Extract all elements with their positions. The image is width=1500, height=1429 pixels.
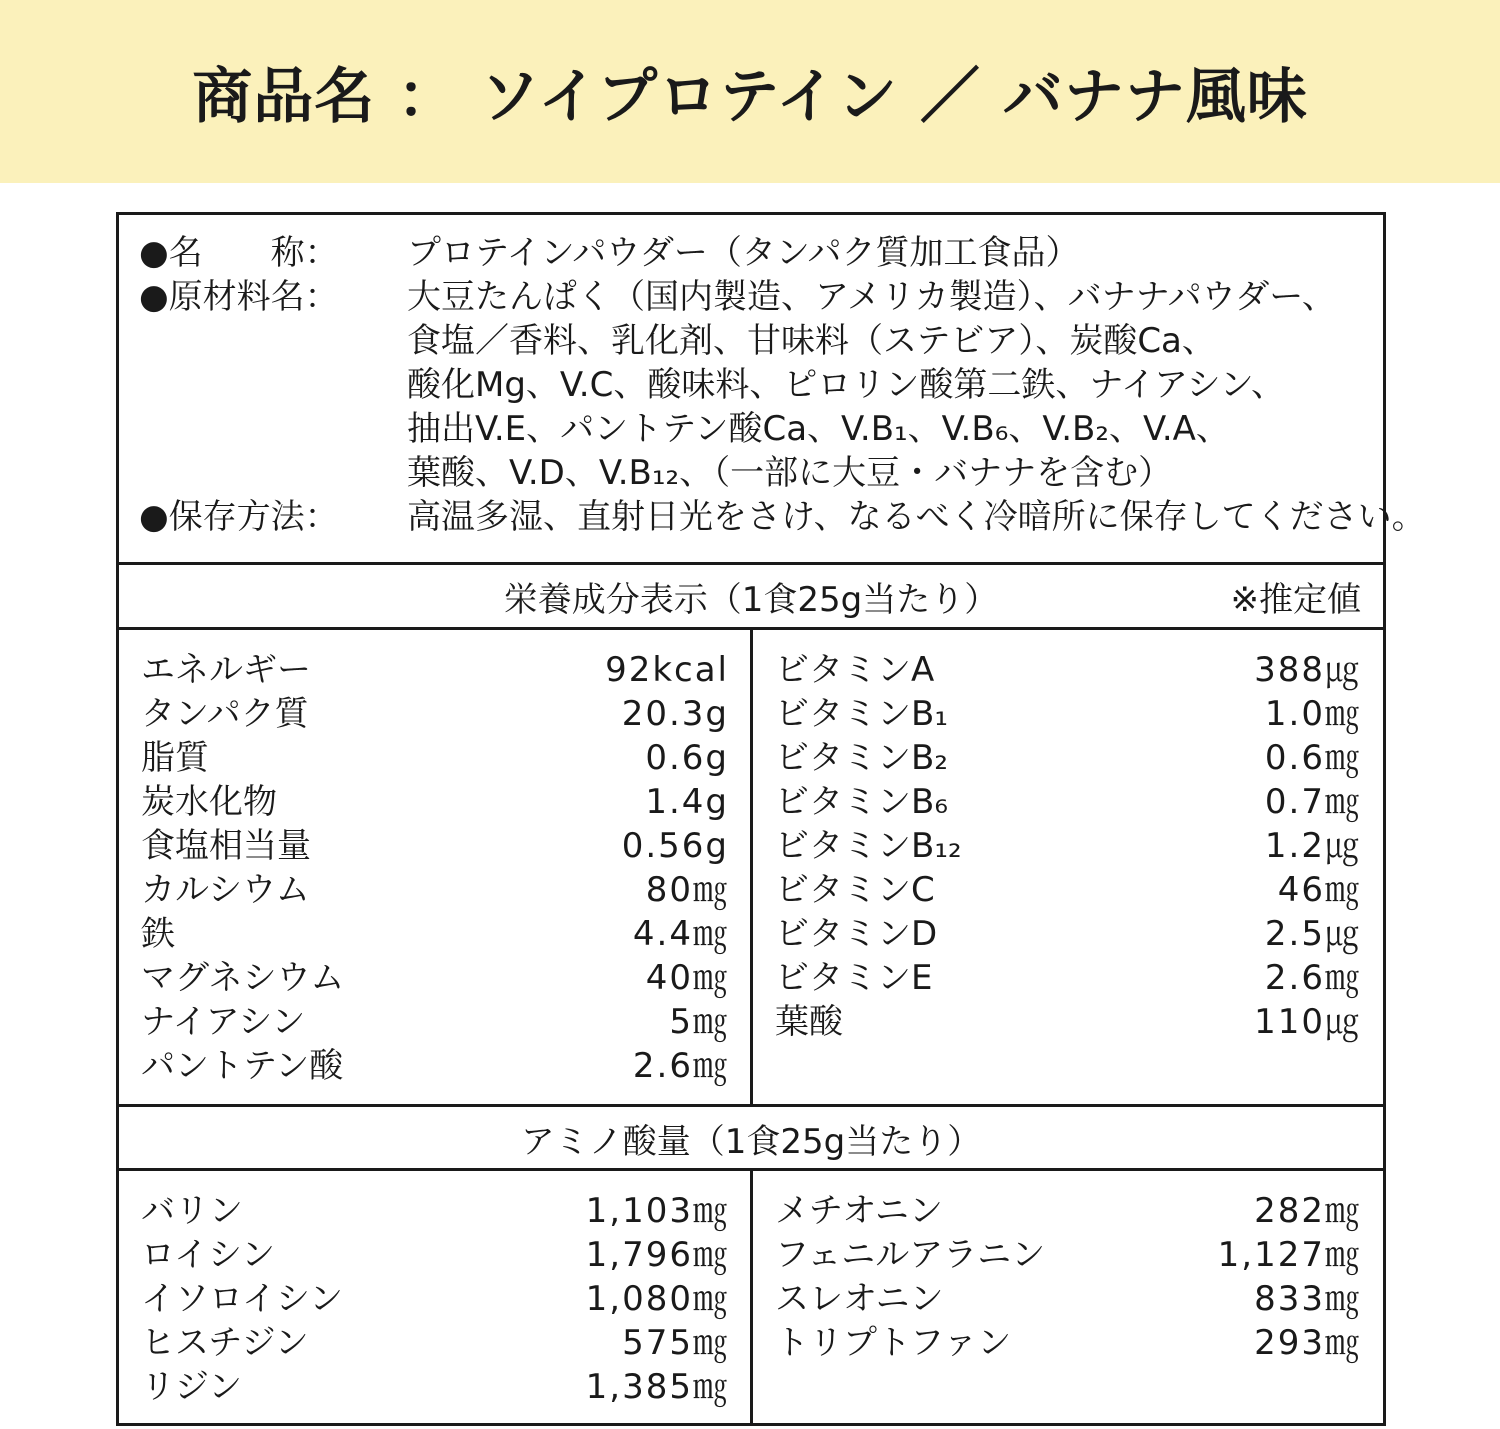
info-line: プロテインパウダー（タンパク質加工食品） <box>407 233 1080 273</box>
label-table <box>116 212 1426 1426</box>
title-banner <box>0 0 1500 183</box>
amino-row <box>141 1277 729 1321</box>
nutrient-row <box>141 956 729 1000</box>
nutrient-value: 40㎎ <box>645 958 729 998</box>
estimate-note: ※推定値 <box>1230 579 1361 620</box>
info-row-ingredients <box>119 275 1383 495</box>
nutrient-value: 20.3g <box>621 694 729 734</box>
amino-table <box>119 1171 1383 1423</box>
vitamin-row <box>775 824 1361 868</box>
vitamin-row <box>775 780 1361 824</box>
amino-value: 575㎎ <box>622 1323 729 1363</box>
nutrient-name: 炭水化物 <box>141 782 277 822</box>
amino-name: トリプトファン <box>775 1323 1012 1363</box>
amino-header <box>119 1107 1383 1169</box>
amino-name: バリン <box>141 1191 243 1231</box>
nutrition-right-column <box>775 648 1361 1044</box>
amino-value: 1,127㎎ <box>1217 1235 1361 1275</box>
amino-right-column <box>775 1189 1361 1365</box>
nutrient-value: 80㎎ <box>645 870 729 910</box>
nutrient-row <box>141 868 729 912</box>
nutrient-row <box>141 780 729 824</box>
amino-name: ヒスチジン <box>141 1323 309 1363</box>
vitamin-value: 0.7㎎ <box>1264 782 1361 822</box>
nutrient-row <box>141 912 729 956</box>
nutrient-name: パントテン酸 <box>141 1046 344 1086</box>
vitamin-name: ビタミンC <box>775 870 935 910</box>
amino-value: 833㎎ <box>1254 1279 1361 1319</box>
nutrient-row <box>141 648 729 692</box>
nutrient-value: 0.6g <box>645 738 729 778</box>
nutrient-value: 5㎎ <box>669 1002 729 1042</box>
nutrient-value: 92kcal <box>605 650 729 690</box>
nutrition-left-column <box>141 648 729 1088</box>
nutrient-name: 鉄 <box>141 914 175 954</box>
vitamin-value: 2.6㎎ <box>1264 958 1361 998</box>
nutrient-row <box>141 736 729 780</box>
product-title: 商品名 ： ソイプロテイン ／ バナナ風味 <box>192 61 1308 132</box>
vitamin-name: ビタミンA <box>775 650 935 690</box>
nutrient-name: タンパク質 <box>141 694 309 734</box>
vitamin-value: 110㎍ <box>1254 1002 1361 1042</box>
amino-row <box>775 1233 1361 1277</box>
info-line: 酸化Mg、V.C、酸味料、ピロリン酸第二鉄、ナイアシン、 <box>407 365 1286 405</box>
vitamin-value: 0.6㎎ <box>1264 738 1361 778</box>
vitamin-row <box>775 648 1361 692</box>
column-divider <box>750 1171 753 1423</box>
nutrient-row <box>141 1044 729 1088</box>
nutrient-value: 1.4g <box>645 782 729 822</box>
info-line: 食塩／香料、乳化剤、甘味料（ステビア）、炭酸Ca、 <box>407 321 1216 361</box>
amino-row <box>141 1233 729 1277</box>
vitamin-row <box>775 912 1361 956</box>
nutrient-row <box>141 692 729 736</box>
vitamin-name: ビタミンB₁ <box>775 694 948 734</box>
nutrient-row <box>141 1000 729 1044</box>
amino-value: 293㎎ <box>1254 1323 1361 1363</box>
nutrient-name: カルシウム <box>141 870 310 910</box>
amino-row <box>775 1277 1361 1321</box>
amino-value: 1,385㎎ <box>585 1367 729 1407</box>
amino-name: ロイシン <box>141 1235 276 1275</box>
nutrition-table <box>119 630 1383 1104</box>
amino-name: メチオニン <box>775 1191 943 1231</box>
vitamin-name: ビタミンD <box>775 914 938 954</box>
info-row-storage <box>119 495 1426 539</box>
nutrient-row <box>141 824 729 868</box>
amino-value: 1,796㎎ <box>585 1235 729 1275</box>
vitamin-row <box>775 692 1361 736</box>
amino-name: リジン <box>141 1367 243 1407</box>
vitamin-value: 388㎍ <box>1254 650 1361 690</box>
column-divider <box>750 630 753 1104</box>
vitamin-value: 1.0㎎ <box>1264 694 1361 734</box>
vitamin-name: ビタミンB₆ <box>775 782 948 822</box>
amino-value: 1,080㎎ <box>585 1279 729 1319</box>
nutrition-heading: 栄養成分表示（1食25g当たり） <box>503 579 999 620</box>
info-line: 葉酸、V.D、V.B₁₂、（一部に大豆・バナナを含む） <box>407 453 1173 493</box>
vitamin-name: ビタミンE <box>775 958 933 998</box>
amino-row <box>141 1321 729 1365</box>
vitamin-row <box>775 736 1361 780</box>
vitamin-name: ビタミンB₂ <box>775 738 948 778</box>
vitamin-row <box>775 868 1361 912</box>
vitamin-value: 2.5㎍ <box>1264 914 1361 954</box>
amino-left-column <box>141 1189 729 1409</box>
nutrient-value: 0.56g <box>621 826 729 866</box>
nutrient-name: エネルギー <box>141 650 311 690</box>
amino-value: 1,103㎎ <box>585 1191 729 1231</box>
amino-name: イソロイシン <box>141 1279 344 1319</box>
amino-row <box>141 1365 729 1409</box>
vitamin-value: 1.2㎍ <box>1264 826 1361 866</box>
info-line: 抽出V.E、パントテン酸Ca、V.B₁、V.B₆、V.B₂、V.A、 <box>407 409 1230 449</box>
nutrient-name: 食塩相当量 <box>141 826 311 866</box>
info-label: ●名 称： <box>139 233 339 273</box>
amino-row <box>775 1321 1361 1365</box>
nutrition-header <box>119 565 1383 627</box>
vitamin-name: ビタミンB₁₂ <box>775 826 962 866</box>
vitamin-row <box>775 956 1361 1000</box>
nutrient-value: 2.6㎎ <box>632 1046 729 1086</box>
amino-name: スレオニン <box>775 1279 944 1319</box>
nutrient-name: ナイアシン <box>141 1002 306 1042</box>
info-label: ●原材料名： <box>139 277 339 317</box>
info-row-name <box>119 231 1383 275</box>
vitamin-name: 葉酸 <box>775 1002 843 1042</box>
info-label: ●保存方法： <box>139 497 339 537</box>
nutrient-name: 脂質 <box>141 738 209 778</box>
amino-heading: アミノ酸量（1食25g当たり） <box>520 1121 982 1162</box>
amino-row <box>775 1189 1361 1233</box>
vitamin-value: 46㎎ <box>1277 870 1361 910</box>
amino-value: 282㎎ <box>1254 1191 1361 1231</box>
amino-row <box>141 1189 729 1233</box>
vitamin-row <box>775 1000 1361 1044</box>
product-info <box>119 231 1426 539</box>
info-line: 高温多湿、直射日光をさけ、なるべく冷暗所に保存してください。 <box>407 497 1426 537</box>
nutrient-value: 4.4㎎ <box>632 914 729 954</box>
nutrient-name: マグネシウム <box>141 958 345 998</box>
info-line: 大豆たんぱく（国内製造、アメリカ製造）、バナナパウダー、 <box>407 277 1336 317</box>
amino-name: フェニルアラニン <box>775 1235 1046 1275</box>
